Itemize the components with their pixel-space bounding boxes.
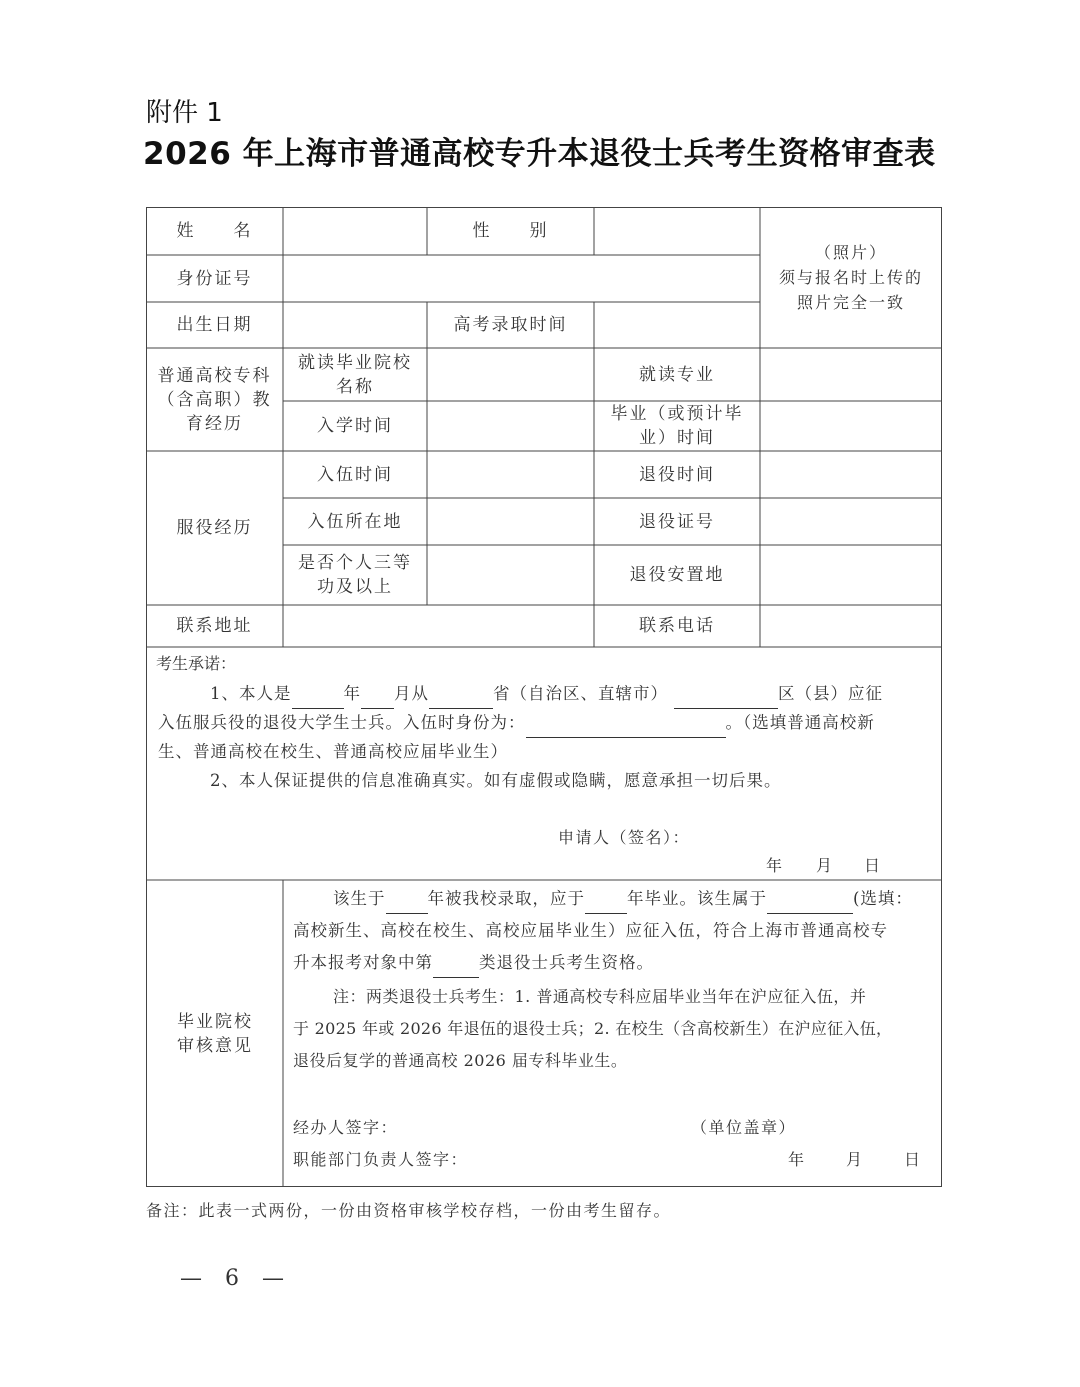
birth-date-label: 出生日期 bbox=[176, 315, 253, 335]
enlist-place-field[interactable] bbox=[427, 498, 594, 545]
name-label: 姓 名 bbox=[176, 221, 253, 241]
phone-field[interactable] bbox=[760, 605, 942, 647]
pledge-text: 年 bbox=[343, 684, 361, 703]
id-number-field[interactable] bbox=[283, 255, 760, 302]
enroll-time-field[interactable] bbox=[427, 401, 594, 451]
review-line-3 bbox=[293, 948, 654, 978]
address-field[interactable] bbox=[283, 605, 594, 647]
birth-date-field[interactable] bbox=[283, 302, 427, 348]
department-head-signature-label: 职能部门负责人签字： bbox=[293, 1150, 469, 1169]
province-blank[interactable] bbox=[429, 690, 493, 709]
retire-cert-label: 退役证号 bbox=[639, 511, 715, 532]
placement-label: 退役安置地 bbox=[629, 565, 725, 585]
identity-blank[interactable] bbox=[526, 719, 726, 738]
applicant-signature-label: 申请人（签名）： bbox=[558, 828, 691, 847]
placement-field[interactable] bbox=[760, 545, 942, 605]
unit-stamp-label: （单位盖章） bbox=[691, 1118, 797, 1137]
review-text: 升本报考对象中第 bbox=[293, 953, 433, 972]
review-line-2: 高校新生、高校在校生、高校应届毕业生）应征入伍，符合上海市普通高校专 bbox=[293, 921, 888, 940]
review-date-year: 年 bbox=[788, 1150, 805, 1169]
enlist-time-label: 入伍时间 bbox=[317, 464, 393, 485]
pledge-line-4: 2、本人保证提供的信息准确真实。如有虚假或隐瞒，愿意承担一切后果。 bbox=[210, 771, 782, 790]
gaokao-time-field[interactable] bbox=[594, 302, 760, 348]
school-name-field[interactable] bbox=[427, 348, 594, 401]
pledge-text: 入伍服兵役的退役大学生士兵。入伍时身份为： bbox=[158, 713, 526, 732]
phone-label: 联系电话 bbox=[639, 616, 715, 636]
merit-label: 是否个人三等功及以上 bbox=[298, 553, 412, 597]
pledge-text: 1、本人是 bbox=[210, 684, 292, 703]
pledge-text: 。（选填普通高校新 bbox=[725, 713, 875, 732]
school-review-label: 毕业院校审核意见 bbox=[177, 1011, 253, 1056]
pledge-date-month: 月 bbox=[816, 856, 833, 875]
student-type-blank[interactable] bbox=[767, 895, 853, 914]
photo-area: （照片） 须与报名时上传的 照片完全一致 bbox=[778, 243, 923, 312]
review-note-line-3: 退役后复学的普通高校 2026 届专科毕业生。 bbox=[293, 1051, 628, 1070]
name-field[interactable] bbox=[283, 207, 427, 255]
pledge-text: 月从 bbox=[394, 684, 429, 703]
gaokao-time-label: 高考录取时间 bbox=[453, 315, 568, 335]
attachment-label: 附件 1 bbox=[146, 98, 223, 128]
pledge-heading: 考生承诺： bbox=[156, 654, 237, 673]
review-text: 类退役士兵考生资格。 bbox=[479, 953, 654, 972]
enroll-time-label: 入学时间 bbox=[317, 416, 393, 436]
review-note-line-1: 注：两类退役士兵考生：1. 普通高校专科应届毕业当年在沪应征入伍，并 bbox=[333, 987, 867, 1006]
retire-time-label: 退役时间 bbox=[639, 464, 715, 485]
year-blank[interactable] bbox=[292, 690, 344, 709]
enlist-time-field[interactable] bbox=[427, 451, 594, 498]
pledge-date-year: 年 bbox=[766, 856, 783, 875]
service-history-label: 服役经历 bbox=[176, 518, 253, 538]
gender-label: 性 别 bbox=[472, 221, 549, 241]
pledge-line-1 bbox=[158, 679, 938, 709]
review-note-line-2: 于 2025 年或 2026 年退伍的退役士兵；2. 在校生（含高校新生）在沪应征入伍， bbox=[293, 1019, 893, 1038]
review-text: 该生于 bbox=[333, 889, 386, 908]
admit-year-blank[interactable] bbox=[386, 895, 428, 914]
gender-field[interactable] bbox=[594, 207, 760, 255]
school-name-label: 就读毕业院校名称 bbox=[298, 352, 412, 397]
retire-time-field[interactable] bbox=[760, 451, 942, 498]
pledge-text: 省（自治区、直辖市） bbox=[493, 684, 668, 703]
form-title: 2026 年上海市普通高校专升本退役士兵考生资格审查表 bbox=[143, 136, 936, 172]
pledge-text: 区（县）应征 bbox=[778, 684, 883, 703]
review-date-month: 月 bbox=[846, 1150, 863, 1169]
qualification-form-table bbox=[146, 207, 942, 1187]
graduation-time-field[interactable] bbox=[760, 401, 942, 451]
month-blank[interactable] bbox=[361, 690, 394, 709]
major-label: 就读专业 bbox=[639, 364, 715, 385]
category-blank[interactable] bbox=[433, 959, 479, 978]
footer-note: 备注：此表一式两份，一份由资格审核学校存档，一份由考生留存。 bbox=[146, 1201, 672, 1220]
id-number-label: 身份证号 bbox=[176, 268, 253, 289]
pledge-line-2 bbox=[158, 708, 938, 738]
district-blank[interactable] bbox=[674, 690, 778, 709]
handler-signature-label: 经办人签字： bbox=[293, 1118, 399, 1137]
retire-cert-field[interactable] bbox=[760, 498, 942, 545]
pledge-line-3: 生、普通高校在校生、普通高校应届毕业生） bbox=[158, 742, 508, 761]
review-line-1 bbox=[293, 884, 913, 914]
major-field[interactable] bbox=[760, 348, 942, 401]
merit-field[interactable] bbox=[427, 545, 594, 605]
page-number: — 6 — bbox=[180, 1266, 292, 1291]
review-date-day: 日 bbox=[904, 1150, 921, 1169]
review-text: (选填： bbox=[853, 889, 913, 908]
graduation-time-label: 毕业（或预计毕业）时间 bbox=[610, 404, 744, 448]
education-history-label: 普通高校专科（含高职）教育经历 bbox=[157, 365, 272, 434]
grad-year-blank[interactable] bbox=[585, 895, 627, 914]
address-label: 联系地址 bbox=[176, 616, 253, 636]
enlist-place-label: 入伍所在地 bbox=[307, 511, 403, 532]
review-text: 年被我校录取，应于 bbox=[427, 889, 585, 908]
pledge-date-day: 日 bbox=[864, 856, 881, 875]
review-text: 年毕业。该生属于 bbox=[627, 889, 767, 908]
